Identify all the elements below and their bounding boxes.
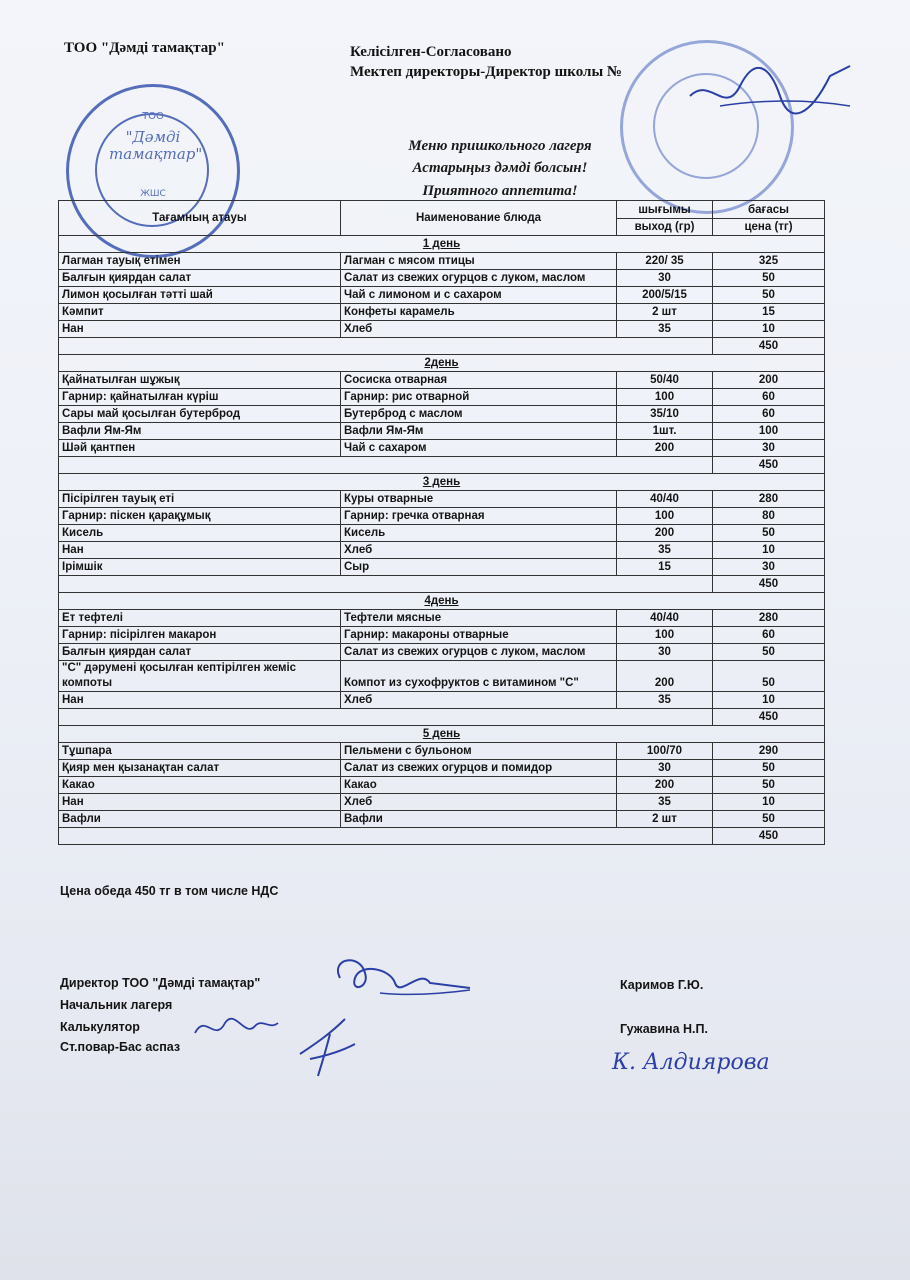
dish-yield: 2 шт <box>617 304 713 321</box>
table-row <box>59 542 825 559</box>
dish-name-kz: Тұшпара <box>59 743 341 760</box>
dish-name-ru: Чай с лимоном и с сахаром <box>341 287 617 304</box>
dish-name-kz: Кәмпит <box>59 304 341 321</box>
header-price-kz: бағасы <box>713 201 825 219</box>
dish-yield: 40/40 <box>617 491 713 508</box>
dish-name-ru: Сосиска отварная <box>341 372 617 389</box>
dish-price: 200 <box>713 372 825 389</box>
dish-yield: 35 <box>617 692 713 709</box>
dish-yield: 200 <box>617 661 713 692</box>
dish-name-kz: Пісірілген тауық еті <box>59 491 341 508</box>
day-label: 3 день <box>59 474 825 491</box>
day-header-row <box>59 474 825 491</box>
dish-price: 60 <box>713 627 825 644</box>
day-label: 4день <box>59 593 825 610</box>
table-row <box>59 389 825 406</box>
dish-yield: 100 <box>617 627 713 644</box>
dish-name-kz: Балғын қиярдан салат <box>59 644 341 661</box>
header-ru-name: Наименование блюда <box>341 201 617 236</box>
stamp-name-text: "Дәмді тамақтар" <box>109 128 203 163</box>
dish-name-ru: Гарнир: макароны отварные <box>341 627 617 644</box>
dish-price: 50 <box>713 811 825 828</box>
header-price-ru: цена (тг) <box>713 218 825 236</box>
dish-name-ru: Компот из сухофруктов с витамином "С" <box>341 661 617 692</box>
dish-yield: 35 <box>617 542 713 559</box>
table-row <box>59 777 825 794</box>
dish-yield: 15 <box>617 559 713 576</box>
day-total: 450 <box>713 709 825 726</box>
table-row <box>59 559 825 576</box>
total-spacer <box>59 709 713 726</box>
handwritten-name: К. Алдиярова <box>612 1050 770 1075</box>
dish-name-kz: Вафли <box>59 811 341 828</box>
day-label: 5 день <box>59 726 825 743</box>
menu-table <box>58 200 825 845</box>
dish-name-ru: Хлеб <box>341 692 617 709</box>
dish-yield: 100 <box>617 389 713 406</box>
dish-name-ru: Гарнир: гречка отварная <box>341 508 617 525</box>
total-spacer <box>59 576 713 593</box>
dish-name-kz: Гарнир: піскен қарақұмық <box>59 508 341 525</box>
total-spacer <box>59 828 713 845</box>
table-row <box>59 304 825 321</box>
dish-name-ru: Лагман с мясом птицы <box>341 253 617 270</box>
dish-name-kz: Кисель <box>59 525 341 542</box>
table-row <box>59 287 825 304</box>
table-row <box>59 525 825 542</box>
dish-name-ru: Хлеб <box>341 321 617 338</box>
dish-yield: 35/10 <box>617 406 713 423</box>
director-signature-top <box>680 56 860 126</box>
menu-subtitle-ru: Приятного аппетита! <box>422 183 578 199</box>
dish-price: 30 <box>713 440 825 457</box>
dish-name-ru: Пельмени с бульоном <box>341 743 617 760</box>
agreed-label: Келісілген-Согласовано <box>350 44 512 60</box>
dish-name-ru: Вафли <box>341 811 617 828</box>
dish-price: 30 <box>713 559 825 576</box>
director-signature <box>320 948 480 1018</box>
dish-price: 50 <box>713 777 825 794</box>
dish-name-ru: Хлеб <box>341 542 617 559</box>
dish-yield: 1шт. <box>617 423 713 440</box>
dish-name-kz: Шәй қантпен <box>59 440 341 457</box>
dish-price: 10 <box>713 321 825 338</box>
dish-name-kz: Лимон қосылған тәтті шай <box>59 287 341 304</box>
dish-price: 290 <box>713 743 825 760</box>
dish-name-ru: Салат из свежих огурцов с луком, маслом <box>341 270 617 287</box>
dish-name-kz: Нан <box>59 542 341 559</box>
dish-name-ru: Тефтели мясные <box>341 610 617 627</box>
dish-price: 80 <box>713 508 825 525</box>
dish-yield: 100/70 <box>617 743 713 760</box>
dish-name-ru: Сыр <box>341 559 617 576</box>
price-note: Цена обеда 450 тг в том числе НДС <box>60 884 279 898</box>
dish-name-kz: Какао <box>59 777 341 794</box>
dish-name-ru: Салат из свежих огурцов и помидор <box>341 760 617 777</box>
calculator-label: Калькулятор <box>60 1020 140 1034</box>
director-approval-label: Мектеп директоры-Директор школы № <box>350 64 622 80</box>
menu-title: Меню пришкольного лагеря <box>408 138 592 154</box>
dish-name-ru: Бутерброд с маслом <box>341 406 617 423</box>
dish-price: 50 <box>713 525 825 542</box>
table-row <box>59 270 825 287</box>
calculator-name: Гужавина Н.П. <box>620 1022 708 1036</box>
dish-yield: 100 <box>617 508 713 525</box>
dish-yield: 200/5/15 <box>617 287 713 304</box>
dish-name-kz: Қияр мен қызанақтан салат <box>59 760 341 777</box>
dish-name-kz: Ет тефтелі <box>59 610 341 627</box>
dish-price: 50 <box>713 760 825 777</box>
header-yield-ru: выход (гр) <box>617 218 713 236</box>
dish-name-kz: Балғын қиярдан салат <box>59 270 341 287</box>
day-total-row <box>59 709 825 726</box>
dish-price: 10 <box>713 692 825 709</box>
dish-name-kz: Қайнатылған шұжық <box>59 372 341 389</box>
dish-name-kz: "С" дәрумені қосылған кептірілген жеміс компоты <box>59 661 341 692</box>
table-row <box>59 372 825 389</box>
table-row <box>59 661 825 692</box>
dish-yield: 30 <box>617 644 713 661</box>
day-total: 450 <box>713 576 825 593</box>
dish-price: 50 <box>713 270 825 287</box>
dish-price: 100 <box>713 423 825 440</box>
dish-yield: 200 <box>617 525 713 542</box>
dish-yield: 35 <box>617 321 713 338</box>
dish-name-kz: Гарнир: пісірілген макарон <box>59 627 341 644</box>
header-kz-name: Тағамның атауы <box>59 201 341 236</box>
stamp-bottom-text: ЖШС <box>140 189 166 199</box>
day-header-row <box>59 726 825 743</box>
table-row <box>59 440 825 457</box>
day-total: 450 <box>713 457 825 474</box>
day-header-row <box>59 593 825 610</box>
day-label: 1 день <box>59 236 825 253</box>
dish-name-kz: Вафли Ям-Ям <box>59 423 341 440</box>
dish-name-ru: Кисель <box>341 525 617 542</box>
stamp-top-text: ТОО <box>142 111 164 122</box>
dish-price: 50 <box>713 287 825 304</box>
dish-yield: 200 <box>617 440 713 457</box>
table-row <box>59 491 825 508</box>
dish-name-ru: Салат из свежих огурцов с луком, маслом <box>341 644 617 661</box>
table-row <box>59 406 825 423</box>
dish-name-ru: Гарнир: рис отварной <box>341 389 617 406</box>
table-row <box>59 508 825 525</box>
table-row <box>59 627 825 644</box>
dish-price: 15 <box>713 304 825 321</box>
table-row <box>59 253 825 270</box>
dish-yield: 35 <box>617 794 713 811</box>
table-header-row <box>59 201 825 219</box>
dish-name-ru: Куры отварные <box>341 491 617 508</box>
dish-name-ru: Чай с сахаром <box>341 440 617 457</box>
total-spacer <box>59 338 713 355</box>
dish-yield: 40/40 <box>617 610 713 627</box>
dish-yield: 30 <box>617 270 713 287</box>
director-label: Директор ТОО "Дәмді тамақтар" <box>60 976 261 990</box>
dish-name-ru: Какао <box>341 777 617 794</box>
chef-signature <box>290 1014 370 1084</box>
camp-head-label: Начальник лагеря <box>60 998 173 1012</box>
dish-name-kz: Нан <box>59 321 341 338</box>
dish-name-ru: Хлеб <box>341 794 617 811</box>
dish-name-kz: Ірімшік <box>59 559 341 576</box>
dish-price: 325 <box>713 253 825 270</box>
table-row <box>59 644 825 661</box>
total-spacer <box>59 457 713 474</box>
dish-price: 280 <box>713 610 825 627</box>
day-total: 450 <box>713 828 825 845</box>
table-row <box>59 423 825 440</box>
table-row <box>59 743 825 760</box>
company-name: ТОО "Дәмді тамақтар" <box>64 40 225 56</box>
dish-yield: 30 <box>617 760 713 777</box>
dish-yield: 2 шт <box>617 811 713 828</box>
dish-name-kz: Лагман тауық етімен <box>59 253 341 270</box>
day-total-row <box>59 576 825 593</box>
day-total: 450 <box>713 338 825 355</box>
chef-label: Ст.повар-Бас аспаз <box>60 1040 181 1054</box>
dish-price: 280 <box>713 491 825 508</box>
header-yield-kz: шығымы <box>617 201 713 219</box>
day-header-row <box>59 236 825 253</box>
day-total-row <box>59 338 825 355</box>
menu-subtitle-kz: Астарыңыз дәмді болсын! <box>412 160 588 176</box>
table-row <box>59 692 825 709</box>
table-row <box>59 321 825 338</box>
table-row <box>59 610 825 627</box>
dish-price: 50 <box>713 644 825 661</box>
dish-name-kz: Нан <box>59 794 341 811</box>
dish-price: 10 <box>713 542 825 559</box>
dish-yield: 220/ 35 <box>617 253 713 270</box>
dish-price: 60 <box>713 406 825 423</box>
calculator-signature <box>190 1008 280 1048</box>
dish-name-kz: Нан <box>59 692 341 709</box>
dish-yield: 200 <box>617 777 713 794</box>
dish-yield: 50/40 <box>617 372 713 389</box>
director-name: Каримов Г.Ю. <box>620 978 704 992</box>
table-row <box>59 794 825 811</box>
day-total-row <box>59 457 825 474</box>
dish-name-kz: Сары май қосылған бутерброд <box>59 406 341 423</box>
dish-price: 10 <box>713 794 825 811</box>
day-label: 2день <box>59 355 825 372</box>
dish-price: 60 <box>713 389 825 406</box>
dish-name-kz: Гарнир: қайнатылған күріш <box>59 389 341 406</box>
table-row <box>59 811 825 828</box>
dish-price: 50 <box>713 661 825 692</box>
day-total-row <box>59 828 825 845</box>
day-header-row <box>59 355 825 372</box>
dish-name-ru: Вафли Ям-Ям <box>341 423 617 440</box>
table-row <box>59 760 825 777</box>
dish-name-ru: Конфеты карамель <box>341 304 617 321</box>
